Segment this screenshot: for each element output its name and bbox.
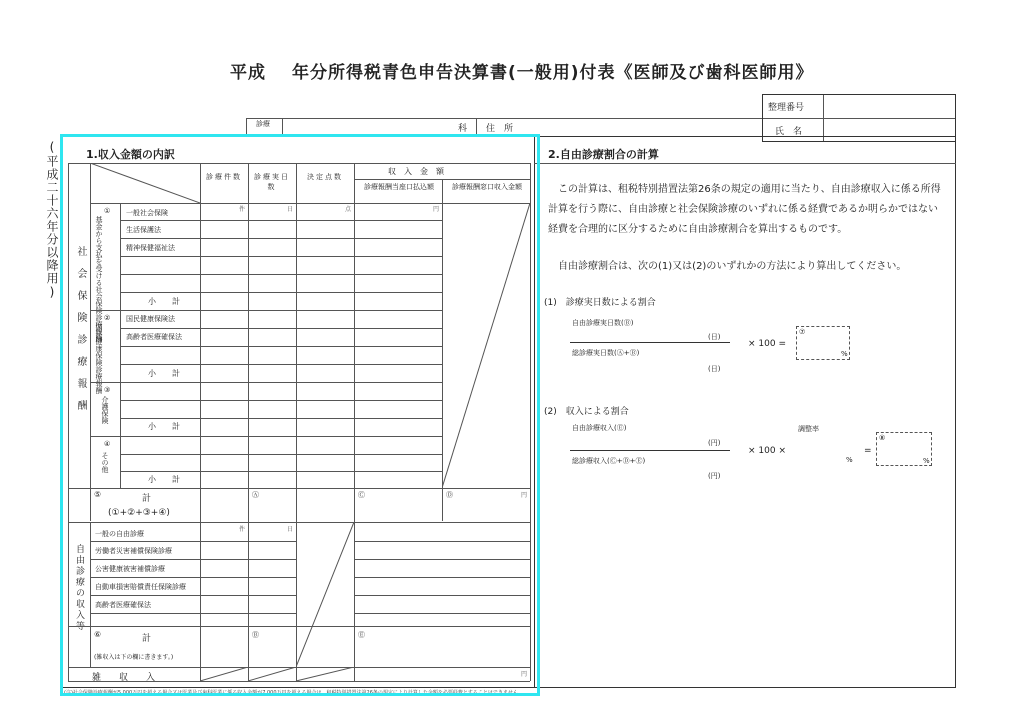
g3-subtotal: 小 計: [148, 422, 180, 431]
method1-percent: %: [841, 350, 848, 358]
footnote: (注)社会保険診療報酬が5,000万円を超える場合又は医業及び歯科医業に係る収入金額が7,000万円を超える場合は、租税特別措置法第26条の規定により計算した金額を必要経費とすることはできません。: [64, 690, 524, 696]
header-diagonal: [90, 163, 200, 203]
g1-subtotal: 小 計: [148, 297, 180, 306]
jiyu-unit-ken: 件: [239, 526, 246, 533]
group1-num: ①: [104, 207, 111, 215]
section2-intro: この計算は、租税特別措置法第26条の規定の適用に当たり、自由診療収入に係る所得計算を行う際に、自由診療と社会保険診療のいずれに係る経費であるか明らかではない経費を合理的に区分するために自由診療割合を算出するものです。: [548, 184, 941, 235]
zatsu-diagonals: [200, 667, 354, 681]
section2-method-intro: 自由診療割合は、次の(1)又は(2)のいずれかの方法により算出してください。: [558, 261, 907, 272]
total-mark-a: Ⓐ: [252, 491, 259, 499]
zatsu-unit-en: 円: [521, 671, 528, 678]
unit-ten: 点: [345, 206, 352, 213]
seiri-bango-input[interactable]: [825, 96, 953, 117]
group1-name: 基金から支払を受ける社会保険診療報酬: [95, 216, 103, 342]
unit-ken: 件: [239, 206, 246, 213]
seiri-bango-box: [762, 94, 956, 142]
shakai-label: 社会保険診療報酬: [75, 246, 86, 422]
method2-unit-top: (円): [708, 439, 721, 447]
method2-denominator: 総診療収入(Ⓒ+Ⓓ+Ⓔ): [572, 457, 646, 465]
group2-name: 国民健康保険診療報酬: [95, 324, 103, 394]
total-mark-c: Ⓒ: [358, 491, 365, 499]
jiyu-item2: 労働者災害補償保険診療: [95, 547, 172, 555]
section1-title: 1.収入金額の内訳: [86, 148, 175, 161]
jiyu-item5: 高齢者医療確保法: [95, 601, 151, 609]
total-mark-d: Ⓓ: [446, 491, 453, 499]
jiyu-mark-b: Ⓑ: [252, 631, 259, 639]
method2-result-mark: ⑧: [879, 434, 886, 442]
total-num: ⑤: [94, 490, 102, 499]
method1-multiplier: × 100 =: [748, 339, 786, 349]
zatsu-label: 雑 収 入: [92, 673, 156, 683]
group4-num: ④: [104, 440, 111, 448]
shimei-label: 氏 名: [775, 127, 803, 137]
g2-item1: 国民健康保険法: [126, 315, 175, 323]
jusho-label: 住 所: [486, 124, 514, 134]
method2-unit-bottom: (円): [708, 472, 721, 480]
form-title: [230, 58, 814, 83]
col-nissu: 診療実日数: [254, 173, 290, 191]
col-income-group: 収 入 金 額: [388, 167, 444, 176]
group2-num: ②: [104, 314, 111, 322]
jiyu-label: 自由診療の収入等: [74, 544, 84, 632]
side-label: (平成二十六年分以降用): [45, 140, 59, 300]
unit-en: 円: [433, 206, 440, 213]
method1-unit-bottom: (日): [708, 365, 721, 373]
g2-subtotal: 小 計: [148, 369, 180, 378]
method1-result-mark: ⑦: [799, 328, 806, 336]
title-era: 平成: [230, 63, 266, 83]
g1-item1: 一般社会保険: [126, 209, 168, 217]
g1-item2: 生活保護法: [126, 226, 161, 234]
jiyu-total-num: ⑥: [94, 630, 102, 639]
unit-nichi: 日: [287, 206, 294, 213]
shinryo-label: 診療: [256, 120, 270, 128]
jiyu-item3: 公害健康被害補償診療: [95, 565, 165, 573]
col-furikomi: 診療報酬当座口払込額: [364, 183, 434, 191]
method1-unit-top: (日): [708, 333, 721, 341]
method2-equals: =: [864, 446, 872, 456]
jiyu-item4: 自動車損害賠償責任保険診療: [95, 583, 186, 591]
method2-adjust-label: 調整率: [798, 425, 819, 433]
method1-numerator: 自由診療実日数(Ⓑ): [572, 319, 634, 327]
section2-title: 2.自由診療割合の計算: [548, 148, 659, 161]
col-kensu: 診療件数: [206, 173, 242, 181]
jiyu-mark-e: Ⓔ: [358, 631, 365, 639]
group3-name: 介護保険: [101, 396, 109, 424]
total-label: 計: [142, 494, 152, 504]
madoguchi-diagonal: [442, 203, 530, 488]
seiri-bango-label: 整理番号: [768, 103, 805, 113]
col-madoguchi: 診療報酬窓口収入金額: [452, 183, 522, 191]
title-text: 年分所得税青色申告決算書(一般用)付表《医師及び歯科医師用》: [292, 63, 814, 83]
g2-item2: 高齢者医療確保法: [126, 333, 182, 341]
method2-heading: (2) 収入による割合: [544, 407, 629, 417]
total-unit-en: 円: [521, 492, 528, 499]
group4-name: その他: [101, 452, 109, 473]
method1-denominator: 総診療実日数(Ⓐ+Ⓑ): [572, 349, 640, 357]
method1-heading: (1) 診療実日数による割合: [544, 298, 656, 308]
g4-subtotal: 小 計: [148, 475, 180, 484]
jiyu-item1: 一般の自由診療: [95, 530, 144, 538]
method2-adjust-percent: %: [846, 456, 853, 464]
method2-adjust-input[interactable]: [800, 438, 848, 460]
group3-num: ③: [104, 386, 111, 394]
g1-item3: 精神保健福祉法: [126, 244, 175, 252]
ka-label: 科: [458, 124, 468, 134]
jiyu-unit-nichi: 日: [287, 526, 294, 533]
jiyu-total-label: 計: [142, 634, 152, 644]
jiyu-tensu-diagonal: [296, 522, 354, 667]
col-tensu: 決定点数: [307, 173, 343, 181]
method2-multiplier: × 100 ×: [748, 446, 786, 456]
jiyu-total-note: (雑収入は下の欄に書きます。): [94, 654, 174, 661]
method2-numerator: 自由診療収入(Ⓔ): [572, 424, 627, 432]
total-formula: (①+②+③+④): [108, 508, 170, 518]
method2-percent: %: [923, 457, 930, 465]
